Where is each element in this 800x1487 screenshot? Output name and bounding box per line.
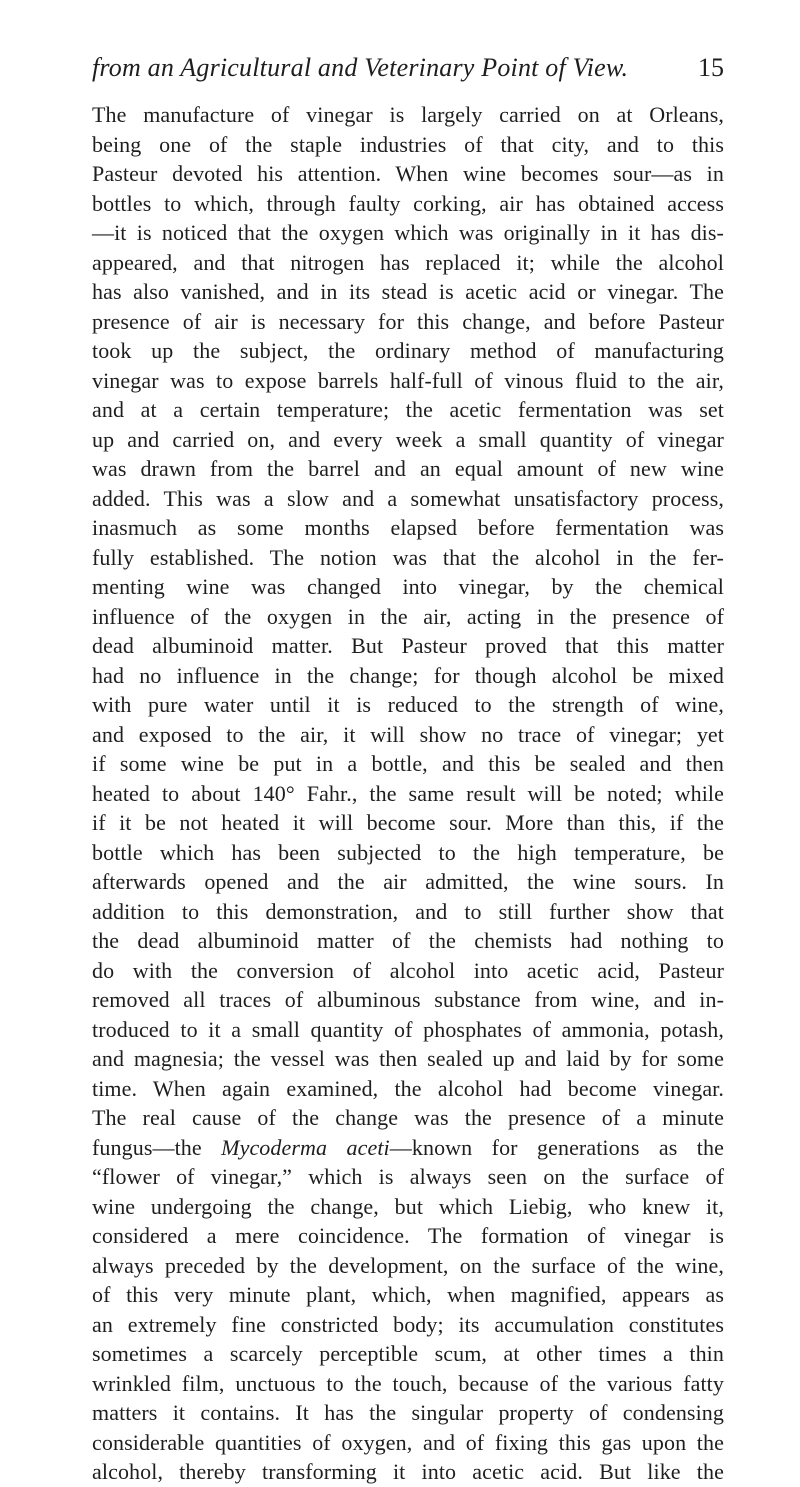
text-line: troduced to it a small quantity of phosphates of ammonia, potash,	[92, 1016, 724, 1042]
text-line: fully established. The notion was that the alcohol in the fer-	[92, 544, 724, 570]
running-title: from an Agricultural and Veterinary Point of View.	[92, 53, 629, 82]
body-paragraph	[92, 100, 724, 1487]
text-line: has also vanished, and in its stead is acetic acid or vinegar. The	[92, 279, 724, 304]
text-line: with pure water until it is reduced to the strength of wine,	[92, 692, 724, 717]
text-line: presence of air is necessary for this change, and before Pasteur	[92, 308, 724, 334]
text-line: inasmuch as some months elapsed before fermentation was	[92, 515, 724, 540]
text-line: the dead albuminoid matter of the chemists had nothing to	[92, 928, 724, 953]
text-line: sometimes a scarcely perceptible scum, at other times a thin	[92, 1341, 724, 1366]
text-line: considered a mere coincidence. The formation of vinegar is	[92, 1223, 724, 1248]
text-line: The manufacture of vinegar is largely carried on at Orleans,	[92, 102, 724, 127]
text-line: bottles to which, through faulty corking, air has obtained access	[92, 190, 724, 216]
text-line: wrinkled film, unctuous to the touch, because of the various fatty	[92, 1370, 724, 1396]
text-line: had no influence in the change; for though alcohol be mixed	[92, 662, 724, 688]
text-line: if it be not heated it will become sour. More than this, if the	[92, 810, 724, 835]
text-line-italic-term	[92, 1133, 724, 1163]
text-line: influence of the oxygen in the air, acting in the presence of	[92, 603, 724, 629]
page-number: 15	[698, 53, 724, 82]
text-line: heated to about 140° Fahr., the same result will be noted; while	[92, 780, 724, 806]
text-line: always preceded by the development, on the surface of the wine,	[92, 1252, 724, 1278]
text-line: if some wine be put in a bottle, and this be sealed and then	[92, 751, 724, 776]
text-line: The real cause of the change was the presence of a minute	[92, 1105, 724, 1130]
text-line: time. When again examined, the alcohol had become vinegar.	[92, 1075, 724, 1101]
text-line: vinegar was to expose barrels half-full of vinous fluid to the air,	[92, 367, 724, 393]
text-line: Pasteur devoted his attention. When wine becomes sour—as in	[92, 161, 724, 186]
text-line: matters it contains. It has the singular property of condensing	[92, 1400, 724, 1425]
text-line: added. This was a slow and a somewhat unsatisfactory process,	[92, 485, 724, 511]
text-line: bottle which has been subjected to the high temperature, be	[92, 839, 724, 865]
text-line: of this very minute plant, which, when magnified, appears as	[92, 1282, 724, 1307]
text-line: considerable quantities of oxygen, and of fixing this gas upon the	[92, 1429, 724, 1455]
text-line: afterwards opened and the air admitted, the wine sours. In	[92, 869, 724, 894]
text-line: being one of the staple industries of that city, and to this	[92, 131, 724, 157]
text-line: an extremely fine constricted body; its accumulation constitutes	[92, 1311, 724, 1337]
text-line: up and carried on, and every week a small quantity of vinegar	[92, 426, 724, 452]
text-line: wine undergoing the change, but which Liebig, who knew it,	[92, 1193, 724, 1219]
text-line: and at a certain temperature; the acetic fermentation was set	[92, 397, 724, 422]
text-line: and magnesia; the vessel was then sealed up and laid by for some	[92, 1046, 724, 1071]
text-line: was drawn from the barrel and an equal amount of new wine	[92, 456, 724, 481]
text-line: appeared, and that nitrogen has replaced it; while the alcohol	[92, 249, 724, 275]
text-line: took up the subject, the ordinary method of manufacturing	[92, 338, 724, 363]
text-line: dead albuminoid matter. But Pasteur proved that this matter	[92, 633, 724, 658]
text-segment: fungus—the	[92, 1134, 222, 1160]
running-head	[92, 52, 724, 88]
text-line: addition to this demonstration, and to still further show that	[92, 898, 724, 924]
text-line: and exposed to the air, it will show no trace of vinegar; yet	[92, 721, 724, 747]
text-segment: —known for generations as the	[389, 1134, 724, 1160]
species-name: Mycoderma aceti	[221, 1134, 390, 1160]
text-line: menting wine was changed into vinegar, by the chemical	[92, 574, 724, 599]
text-line: —it is noticed that the oxygen which was originally in it has dis-	[92, 220, 724, 245]
text-line: “flower of vinegar,” which is always seen on the surface of	[92, 1164, 724, 1189]
text-line: do with the conversion of alcohol into acetic acid, Pasteur	[92, 957, 724, 983]
text-line: removed all traces of albuminous substance from wine, and in-	[92, 987, 724, 1012]
text-line: alcohol, thereby transforming it into acetic acid. But like the	[92, 1459, 724, 1484]
